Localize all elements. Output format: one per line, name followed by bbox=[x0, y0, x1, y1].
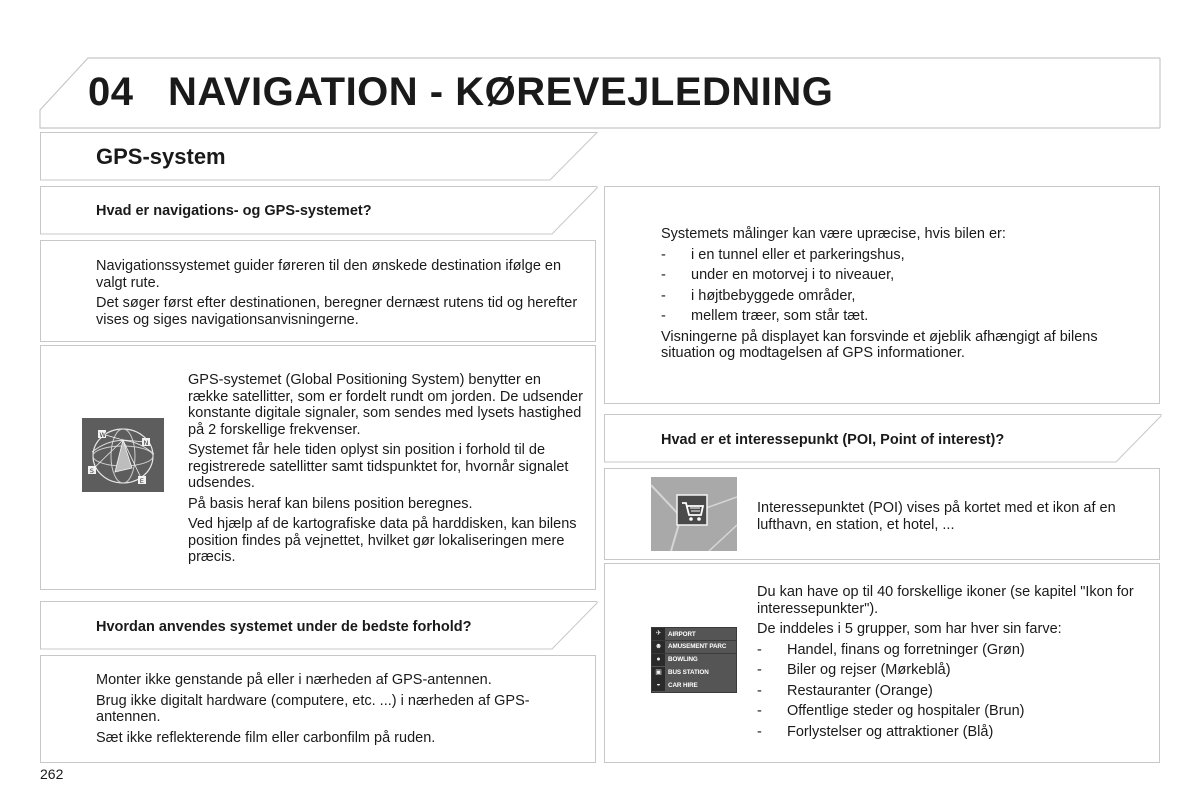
bowling-icon: ● bbox=[652, 654, 665, 666]
menu-item-amusement-parc[interactable] bbox=[652, 641, 736, 653]
gps-paragraph: Ved hjælp af de kartografiske data på harddisken, kan bilens position findes på vejnettet, hvilket gør lokaliseringen mere præcis. bbox=[188, 516, 577, 565]
accuracy-list bbox=[661, 247, 1153, 325]
q2-heading: Hvordan anvendes systemet under de bedste forhold? bbox=[96, 619, 472, 635]
gps-text bbox=[188, 372, 584, 570]
airplane-icon: ✈ bbox=[652, 628, 665, 640]
menu-item-bowling[interactable] bbox=[652, 654, 736, 666]
menu-item-label: BUS STATION bbox=[668, 669, 709, 677]
q2-paragraph: Sæt ikke reflekterende film eller carbonfilm på ruden. bbox=[96, 729, 436, 746]
poi-groups-list bbox=[757, 642, 1149, 741]
q1-paragraph: Det søger først efter destinationen, beregner dernæst rutens tid og herefter vises og siges navigationsanvisningerne. bbox=[96, 295, 578, 328]
list-item: - mellem træer, som står tæt. bbox=[661, 308, 1153, 325]
gps-paragraph: Systemet får hele tiden oplyst sin position i forhold til de registrerede satellitter samt tidspunktet for, hvornår signalet udsendes. bbox=[188, 442, 569, 491]
accuracy-text bbox=[661, 226, 1153, 366]
amusement-icon: ☻ bbox=[652, 641, 665, 653]
list-item: - Offentlige steder og hospitaler (Brun) bbox=[757, 703, 1149, 720]
list-item: - Restauranter (Orange) bbox=[757, 683, 1149, 700]
menu-item-label: AIRPORT bbox=[668, 630, 696, 638]
globe-satellite-icon bbox=[82, 418, 164, 492]
poi-description: Interessepunktet (POI) vises på kortet med et ikon af en lufthavn, en station, et hotel, ... bbox=[757, 500, 1116, 533]
q2-paragraph: Brug ikke digitalt hardware (computere, etc. ...) i nærheden af GPS-antennen. bbox=[96, 692, 530, 725]
globe-label: S bbox=[89, 467, 94, 475]
poi-list-intro: Du kan have op til 40 forskellige ikoner (se kapitel "Ikon for interessepunkter"). bbox=[757, 584, 1134, 617]
poi-category-menu bbox=[651, 627, 737, 693]
menu-item-label: BOWLING bbox=[668, 656, 698, 664]
list-item: - under en motorvej i to niveauer, bbox=[661, 267, 1153, 284]
gps-paragraph: På basis heraf kan bilens position beregnes. bbox=[188, 495, 473, 512]
q1-paragraph: Navigationssystemet guider føreren til den ønskede destination ifølge en valgt rute. bbox=[96, 258, 562, 291]
chapter-title: NAVIGATION - KØREVEJLEDNING bbox=[168, 70, 834, 114]
list-item: - Handel, finans og forretninger (Grøn) bbox=[757, 642, 1149, 659]
q2-text bbox=[96, 672, 556, 750]
globe-label: E bbox=[139, 477, 144, 485]
q1-heading: Hvad er navigations- og GPS-systemet? bbox=[96, 203, 372, 219]
list-item: - i højtbebyggede områder, bbox=[661, 288, 1153, 305]
menu-item-bus-station[interactable] bbox=[652, 666, 736, 678]
poi-list-text bbox=[757, 584, 1149, 744]
gps-paragraph: GPS-systemet (Global Positioning System) benytter en række satellitter, som er fordelt rundt om jorden. De udsender konstante digitale signaler, som sendes med lysets hastighed på 2 forskellige frekvenser. bbox=[188, 372, 583, 438]
menu-item-car-hire[interactable] bbox=[652, 679, 736, 691]
poi-map-image bbox=[651, 477, 737, 551]
accuracy-outro: Visningerne på displayet kan forsvinde et øjeblik afhængigt af bilens situation og modtagelsen af GPS informationer. bbox=[661, 328, 1098, 361]
globe-label: N bbox=[143, 439, 149, 447]
q2-paragraph: Monter ikke genstande på eller i nærheden af GPS-antennen. bbox=[96, 672, 492, 688]
poi-groups-intro: De inddeles i 5 grupper, som har hver sin farve: bbox=[757, 621, 1062, 637]
accuracy-intro: Systemets målinger kan være upræcise, hvis bilen er: bbox=[661, 226, 1006, 242]
menu-item-label: AMUSEMENT PARC bbox=[668, 643, 727, 651]
menu-item-airport[interactable] bbox=[652, 628, 736, 640]
list-item: - Forlystelser og attraktioner (Blå) bbox=[757, 724, 1149, 741]
list-item: - Biler og rejser (Mørkeblå) bbox=[757, 662, 1149, 679]
list-item: - i en tunnel eller et parkeringshus, bbox=[661, 247, 1153, 264]
globe-label: W bbox=[99, 431, 106, 439]
poi-heading: Hvad er et interessepunkt (POI, Point of interest)? bbox=[661, 432, 1005, 448]
q1-text bbox=[96, 258, 586, 332]
menu-item-label: CAR HIRE bbox=[668, 681, 698, 689]
car-icon: ◒ bbox=[652, 679, 665, 691]
chapter-number: 04 bbox=[88, 70, 134, 114]
page-number: 262 bbox=[40, 766, 64, 782]
bus-icon: ▣ bbox=[652, 667, 665, 679]
section-title: GPS-system bbox=[96, 144, 226, 169]
